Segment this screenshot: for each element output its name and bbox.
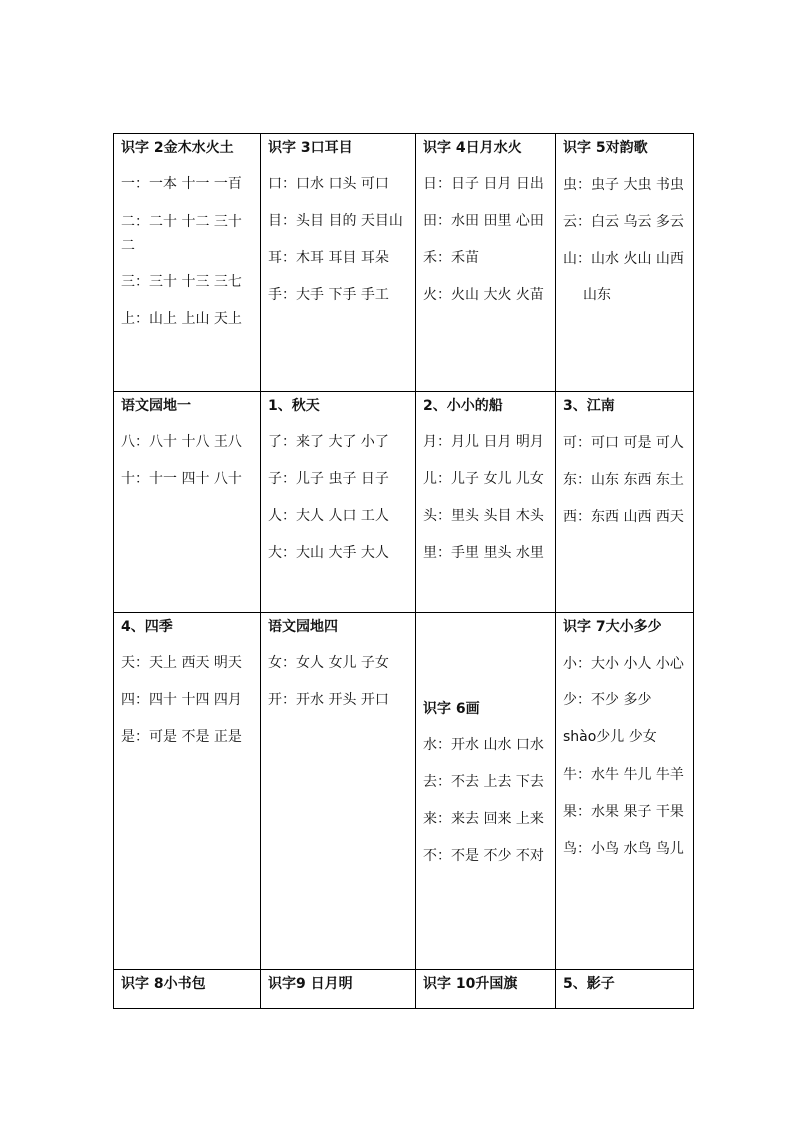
lesson-title: 识字9 日月明 bbox=[268, 976, 353, 992]
table-cell bbox=[555, 612, 694, 969]
lesson-title: 5、影子 bbox=[563, 976, 615, 992]
lesson-title: 4、四季 bbox=[121, 619, 173, 635]
word-list-line: 来：来去 回来 上来 bbox=[423, 811, 544, 827]
table-cell bbox=[415, 133, 555, 391]
lesson-title: 识字 10升国旗 bbox=[423, 976, 518, 992]
word-list-line: 山东 bbox=[583, 287, 611, 303]
lesson-title: 语文园地一 bbox=[121, 398, 191, 414]
word-list-line: 火：火山 大火 火苗 bbox=[423, 287, 544, 303]
word-list-line: 云：白云 乌云 多云 bbox=[563, 214, 684, 230]
word-list-line: 禾：禾苗 bbox=[423, 250, 479, 266]
lesson-title: 识字 5对韵歌 bbox=[563, 140, 648, 156]
word-list-line: 二：二十 十二 三十二 bbox=[121, 214, 242, 254]
word-list-line: 是：可是 不是 正是 bbox=[121, 729, 242, 745]
word-list-line: 小：大小 小人 小心 bbox=[563, 656, 684, 672]
word-list-line: 八：八十 十八 王八 bbox=[121, 434, 242, 450]
lesson-title: 识字 2金木水火土 bbox=[121, 140, 234, 156]
table-cell bbox=[260, 391, 415, 612]
table-cell bbox=[555, 391, 694, 612]
vocabulary-table bbox=[113, 133, 693, 1008]
lesson-title: 语文园地四 bbox=[268, 619, 338, 635]
lesson-title: 识字 6画 bbox=[423, 701, 480, 717]
word-list-line: 儿：儿子 女儿 儿女 bbox=[423, 471, 544, 487]
word-list-line: 四：四十 十四 四月 bbox=[121, 692, 242, 708]
lesson-title: 识字 4日月水火 bbox=[423, 140, 522, 156]
word-list-line: 里：手里 里头 水里 bbox=[423, 545, 544, 561]
word-list-line: 果：水果 果子 干果 bbox=[563, 804, 684, 820]
lesson-title: 3、江南 bbox=[563, 398, 615, 414]
word-list-line: 三：三十 十三 三七 bbox=[121, 274, 242, 290]
word-list-line: 耳：木耳 耳目 耳朵 bbox=[268, 250, 389, 266]
table-cell bbox=[260, 133, 415, 391]
word-list-line: 了：来了 大了 小了 bbox=[268, 434, 389, 450]
word-list-line: 上：山上 上山 天上 bbox=[121, 311, 242, 327]
table-cell bbox=[415, 391, 555, 612]
word-list-line: 鸟：小鸟 水鸟 鸟儿 bbox=[563, 841, 684, 857]
word-list-line: 子：儿子 虫子 日子 bbox=[268, 471, 389, 487]
word-list-line: 头：里头 头目 木头 bbox=[423, 508, 544, 524]
word-list-line: 田：水田 田里 心田 bbox=[423, 213, 544, 229]
word-list-line: 口：口水 口头 可口 bbox=[268, 176, 389, 192]
word-list-line: 少：不少 多少 bbox=[563, 692, 652, 708]
word-list-line: 日：日子 日月 日出 bbox=[423, 176, 544, 192]
word-list-line: 开：开水 开头 开口 bbox=[268, 692, 389, 708]
word-list-line: 牛：水牛 牛儿 牛羊 bbox=[563, 767, 684, 783]
word-list-line: 女：女人 女儿 子女 bbox=[268, 655, 389, 671]
word-list-line: 虫：虫子 大虫 书虫 bbox=[563, 177, 684, 193]
table-cell bbox=[260, 969, 415, 1009]
lesson-title: 识字 8小书包 bbox=[121, 976, 206, 992]
lesson-title: 2、小小的船 bbox=[423, 398, 503, 414]
table-cell bbox=[113, 391, 260, 612]
word-list-line: 山：山水 火山 山西 bbox=[563, 251, 684, 267]
word-list-line: 十：十一 四十 八十 bbox=[121, 471, 242, 487]
table-cell bbox=[555, 133, 694, 391]
table-cell bbox=[113, 612, 260, 969]
table-cell bbox=[260, 612, 415, 969]
word-list-line: 水：开水 山水 口水 bbox=[423, 737, 544, 753]
word-list-line: 天：天上 西天 明天 bbox=[121, 655, 242, 671]
table-cell bbox=[113, 133, 260, 391]
word-list-line: 西：东西 山西 西天 bbox=[563, 509, 684, 525]
word-list-line: 手：大手 下手 手工 bbox=[268, 287, 389, 303]
table-cell bbox=[113, 969, 260, 1009]
word-list-line: 去：不去 上去 下去 bbox=[423, 774, 544, 790]
word-list-line: shào少儿 少女 bbox=[563, 729, 657, 745]
word-list-line: 人：大人 人口 工人 bbox=[268, 508, 389, 524]
table-cell bbox=[415, 969, 555, 1009]
word-list-line: 可：可口 可是 可人 bbox=[563, 435, 684, 451]
table-cell bbox=[415, 612, 555, 969]
lesson-title: 1、秋天 bbox=[268, 398, 320, 414]
word-list-line: 大：大山 大手 大人 bbox=[268, 545, 389, 561]
lesson-title: 识字 7大小多少 bbox=[563, 619, 662, 635]
word-list-line: 不：不是 不少 不对 bbox=[423, 848, 544, 864]
table-cell bbox=[555, 969, 694, 1009]
word-list-line: 月：月儿 日月 明月 bbox=[423, 434, 544, 450]
word-list-line: 目：头目 目的 天目山 bbox=[268, 213, 403, 229]
word-list-line: 东：山东 东西 东土 bbox=[563, 472, 684, 488]
word-list-line: 一：一本 十一 一百 bbox=[121, 176, 242, 192]
lesson-title: 识字 3口耳目 bbox=[268, 140, 353, 156]
